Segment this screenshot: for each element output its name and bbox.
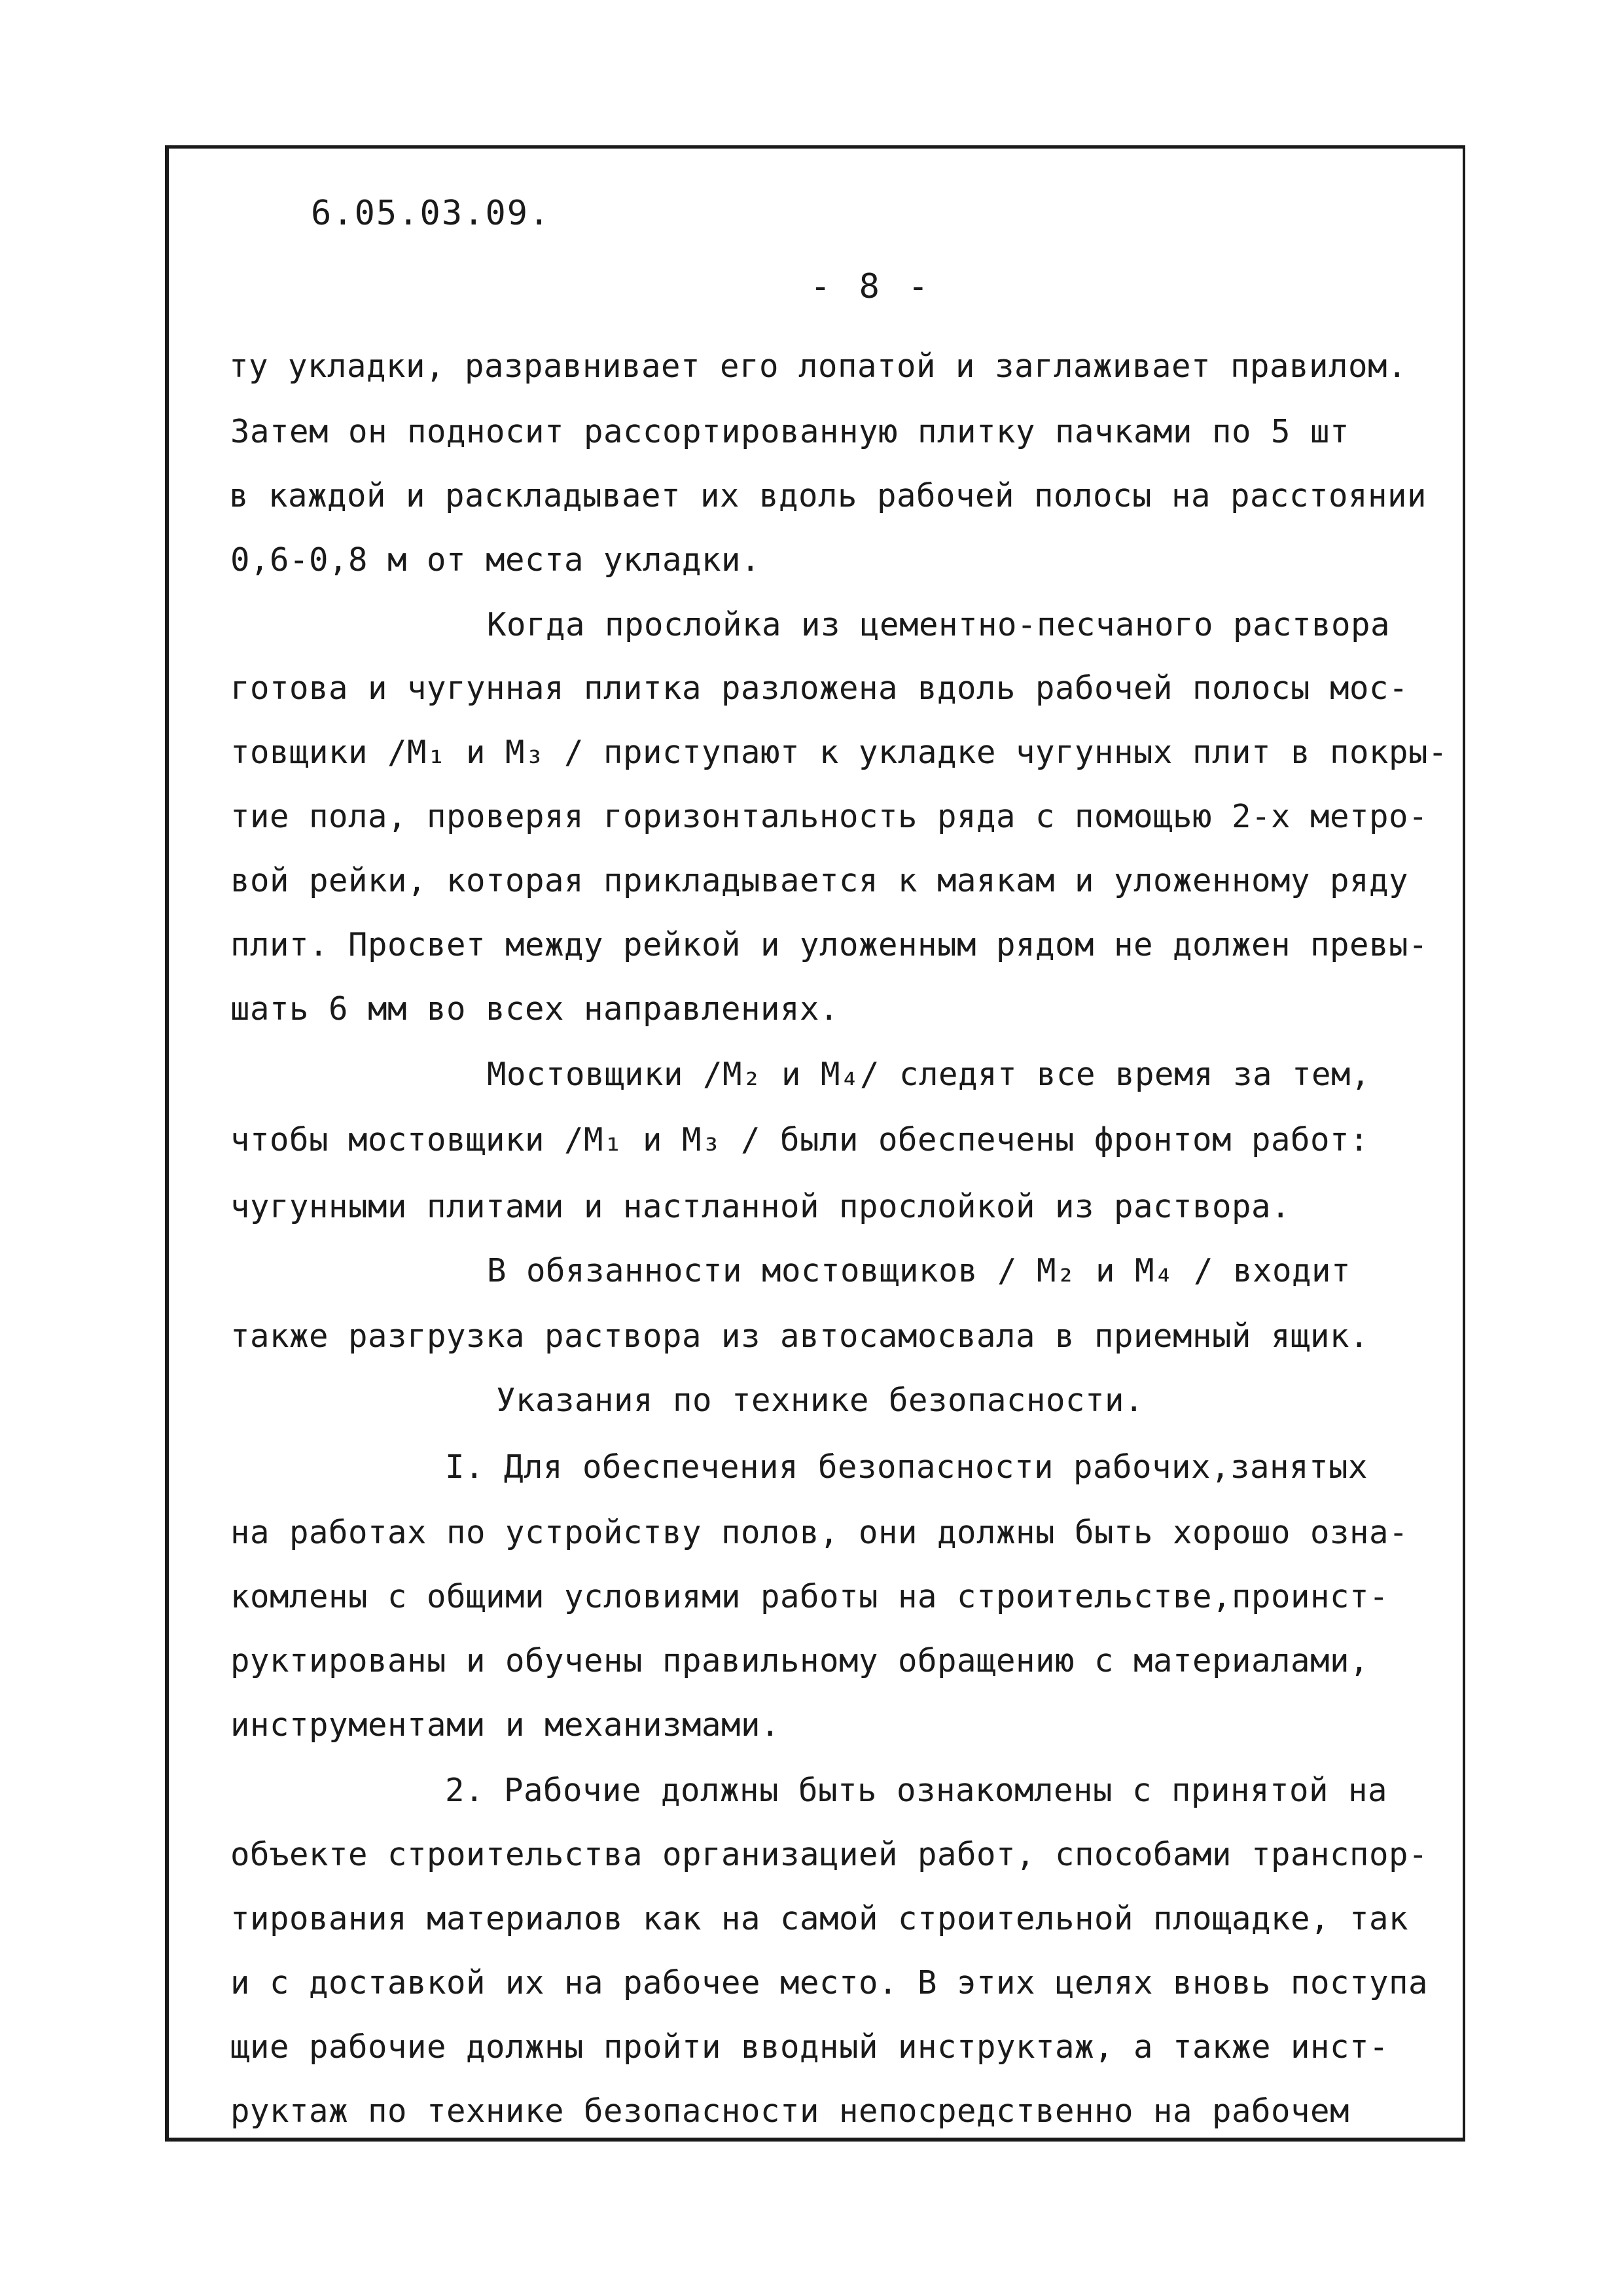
- text-line-18: I. Для обеспечения безопасности рабочих,занятых: [445, 1448, 1368, 1486]
- text-line-7: товщики /М₁ и М₃ / приступают к укладке чугунных плит в покры-: [230, 734, 1448, 771]
- text-line-9: вой рейки, которая прикладывается к маякам и уложенному ряду: [230, 862, 1409, 899]
- text-line-14: чугунными плитами и настланной прослойкой из раствора.: [230, 1188, 1291, 1225]
- text-line-25: тирования материалов как на самой строительной площадке, так: [230, 1900, 1409, 1937]
- text-line-13: чтобы мостовщики /М₁ и М₃ / были обеспечены фронтом работ:: [230, 1121, 1370, 1158]
- text-line-28: руктаж по технике безопасности непосредственно на рабочем: [230, 2092, 1350, 2130]
- text-line-12: Мостовщики /М₂ и М₄/ следят все время за тем,: [487, 1056, 1371, 1093]
- text-line-23: 2. Рабочие должны быть ознакомлены с принятой на: [445, 1772, 1388, 1809]
- text-line-15: В обязанности мостовщиков / М₂ и М₄ / входит: [487, 1252, 1351, 1289]
- text-line-16: также разгрузка раствора из автосамосвала в приемный ящик.: [230, 1318, 1370, 1355]
- text-line-3: в каждой и раскладывает их вдоль рабочей полосы на расстоянии: [229, 477, 1427, 514]
- text-line-2: Затем он подносит рассортированную плитку пачками по 5 шт: [230, 413, 1350, 450]
- text-line-1: ту укладки, разравнивает его лопатой и заглаживает правилом.: [229, 348, 1408, 385]
- text-line-11: шать 6 мм во всех направлениях.: [230, 990, 840, 1028]
- text-line-21: руктированы и обучены правильному обращению с материалами,: [230, 1642, 1370, 1679]
- text-line-27: щие рабочие должны пройти вводный инструктаж, а также инст-: [230, 2028, 1389, 2066]
- text-line-19: на работах по устройству полов, они должны быть хорошо озна-: [230, 1514, 1409, 1551]
- text-line-5: Когда прослойка из цементно-песчаного раствора: [487, 606, 1391, 643]
- document-code: 6.05.03.09.: [311, 194, 551, 233]
- text-line-20: комлены с общими условиями работы на строительстве,проинст-: [230, 1578, 1389, 1615]
- page-number: - 8 -: [810, 267, 933, 306]
- text-line-17: Указания по технике безопасности.: [496, 1382, 1145, 1419]
- text-line-22: инструментами и механизмами.: [230, 1706, 781, 1744]
- text-line-10: плит. Просвет между рейкой и уложенным рядом не должен превы-: [230, 926, 1429, 963]
- text-line-4: 0,6-0,8 м от места укладки.: [230, 541, 761, 579]
- text-line-8: тие пола, проверяя горизонтальность ряда с помощью 2-х метро-: [230, 798, 1429, 835]
- text-line-26: и с доставкой их на рабочее место. В этих целях вновь поступа: [230, 1964, 1429, 2001]
- text-line-24: объекте строительства организацией работ, способами транспор-: [230, 1836, 1429, 1873]
- text-line-6: готова и чугунная плитка разложена вдоль рабочей полосы мос-: [230, 670, 1409, 707]
